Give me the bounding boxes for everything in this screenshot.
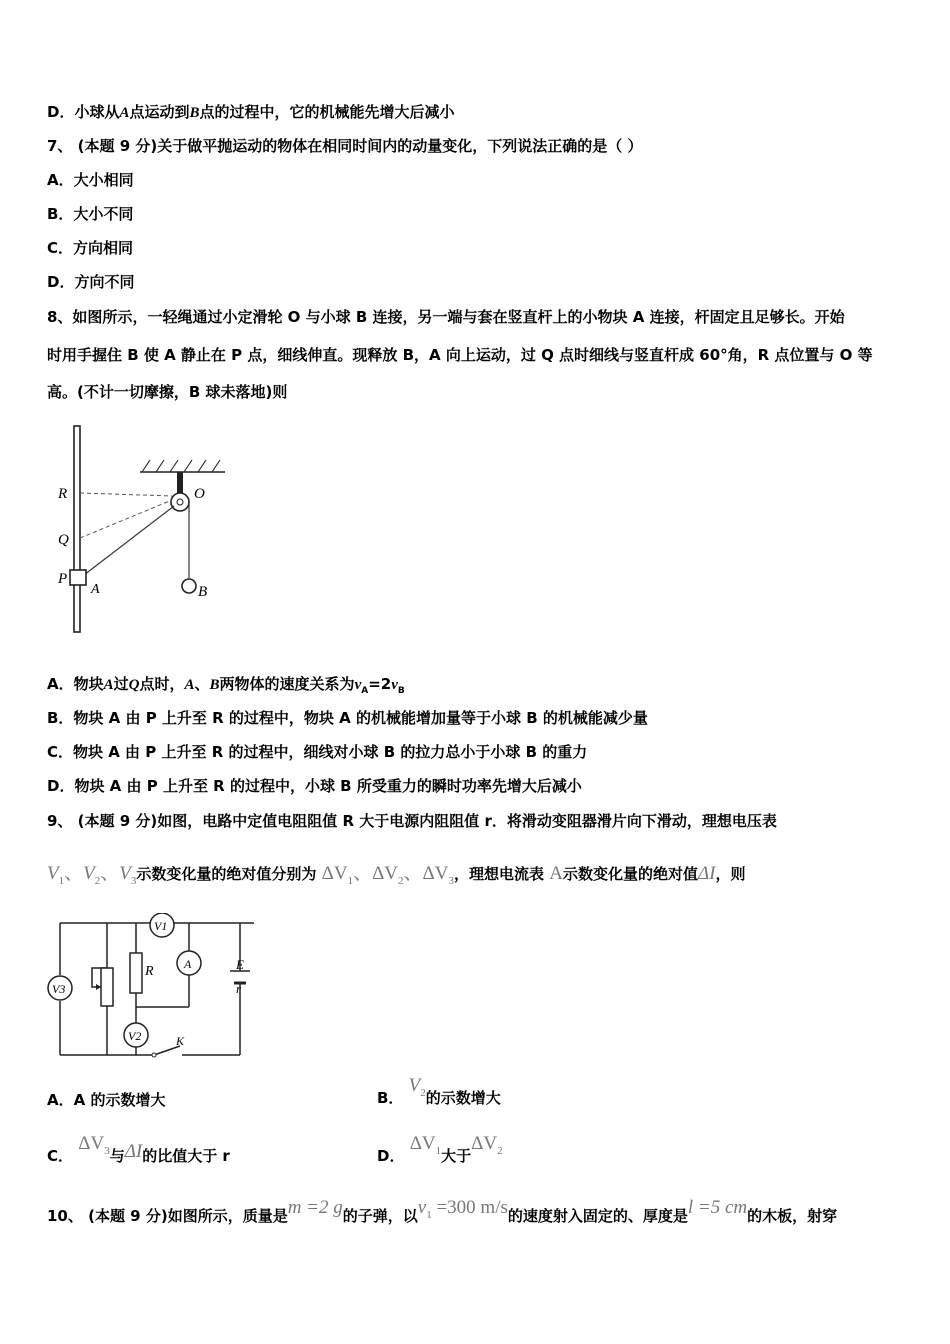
q7-stem: 7、 (本题 9 分)关于做平抛运动的物体在相同时间内的动量变化，下列说法正确的是（ ） — [47, 137, 643, 155]
label-p: P — [58, 571, 68, 587]
q9-circuit-figure — [44, 913, 254, 1065]
meter-v3 — [48, 976, 72, 1000]
rope-to-a — [84, 506, 174, 575]
q8-option-d: D．物块 A 由 P 上升至 R 的过程中，小球 B 所受重力的瞬时功率先增大后减小 — [47, 777, 582, 795]
q9-option-b: B． $V_2$的示数增大 — [377, 1075, 501, 1107]
q8-option-a: A．物块A过Q点时，A、B两物体的速度关系为$v_A=2v_B$ — [47, 675, 405, 696]
label-a: A — [91, 582, 100, 597]
q9-option-c: C． $\Delta V_3$与ΔI的比值大于 r — [47, 1133, 230, 1165]
q8-option-b: B．物块 A 由 P 上升至 R 的过程中，物块 A 的机械能增加量等于小球 B 的机械能减少量 — [47, 709, 648, 727]
resistor-r — [130, 953, 142, 993]
svg-text:V1: V1 — [154, 919, 168, 933]
meter-a — [177, 951, 201, 975]
q7-option-c: C．方向相同 — [47, 239, 134, 257]
rheostat — [101, 968, 113, 1006]
label-o: O — [194, 486, 205, 502]
q8-stem-line1: 8、如图所示，一轻绳通过小定滑轮 O 与小球 B 连接，另一端与套在竖直杆上的小物块 A 连接，杆固定且足够长。开始 — [47, 308, 845, 326]
label-e: E — [236, 957, 244, 972]
q8-pulley-figure — [50, 420, 240, 640]
svg-text:V2: V2 — [128, 1029, 142, 1043]
ball-b — [182, 579, 196, 593]
block-a — [70, 570, 86, 585]
q9-option-d: D． $\Delta V_1$大于$\Delta V_2$ — [377, 1133, 503, 1165]
q8-stem-line2: 时用手握住 B 使 A 静止在 P 点，细线伸直。现释放 B，A 向上运动，过 Q 点时细线与竖直杆成 60°角，R 点位置与 O 等 — [47, 346, 873, 364]
dashed-line-q — [80, 500, 172, 538]
meter-v1 — [150, 913, 174, 937]
label-k: K — [176, 1034, 185, 1048]
meter-v2 — [124, 1023, 148, 1047]
dashed-line-r — [80, 493, 172, 496]
q8-stem-line3: 高。(不计一切摩擦，B 球未落地)则 — [47, 383, 288, 401]
q9-option-a: A．A 的示数增大 — [47, 1091, 166, 1109]
q7-option-d: D．方向不同 — [47, 273, 135, 291]
ceiling-hatch — [142, 460, 220, 472]
vertical-rod — [74, 426, 80, 632]
q9-stem-line2: $V_1$、$V_2$、$V_3$示数变化量的绝对值分别为 $\Delta V_1$、$\Delta V_2$、$\Delta V_3$，理想电流表 A示数变化量的绝对值ΔI，则 — [47, 863, 746, 887]
label-r-resistor: R — [145, 964, 154, 979]
q6-option-d: D．小球从A点运动到B点的过程中，它的机械能先增大后减小 — [47, 103, 455, 121]
label-b: B — [198, 584, 208, 600]
q7-option-b: B．大小不同 — [47, 205, 134, 223]
q7-option-a: A．大小相同 — [47, 171, 134, 189]
q10-stem: 10、 (本题 9 分)如图所示，质量是m =2 g的子弹，以$v_1 =300$ m/s的速度射入固定的、厚度是l =5 cm的木板，射穿 — [47, 1197, 838, 1225]
label-small-r: r — [236, 981, 242, 996]
q8-option-c: C．物块 A 由 P 上升至 R 的过程中，细线对小球 B 的拉力总小于小球 B 的重力 — [47, 743, 588, 761]
label-q: Q — [58, 532, 69, 548]
svg-text:V3: V3 — [52, 982, 66, 996]
label-r: R — [58, 486, 68, 502]
q9-stem-line1: 9、 (本题 9 分)如图，电路中定值电阻阻值 R 大于电源内阻阻值 r．将滑动变阻器滑片向下滑动，理想电压表 — [47, 812, 777, 830]
svg-text:A: A — [184, 957, 192, 971]
